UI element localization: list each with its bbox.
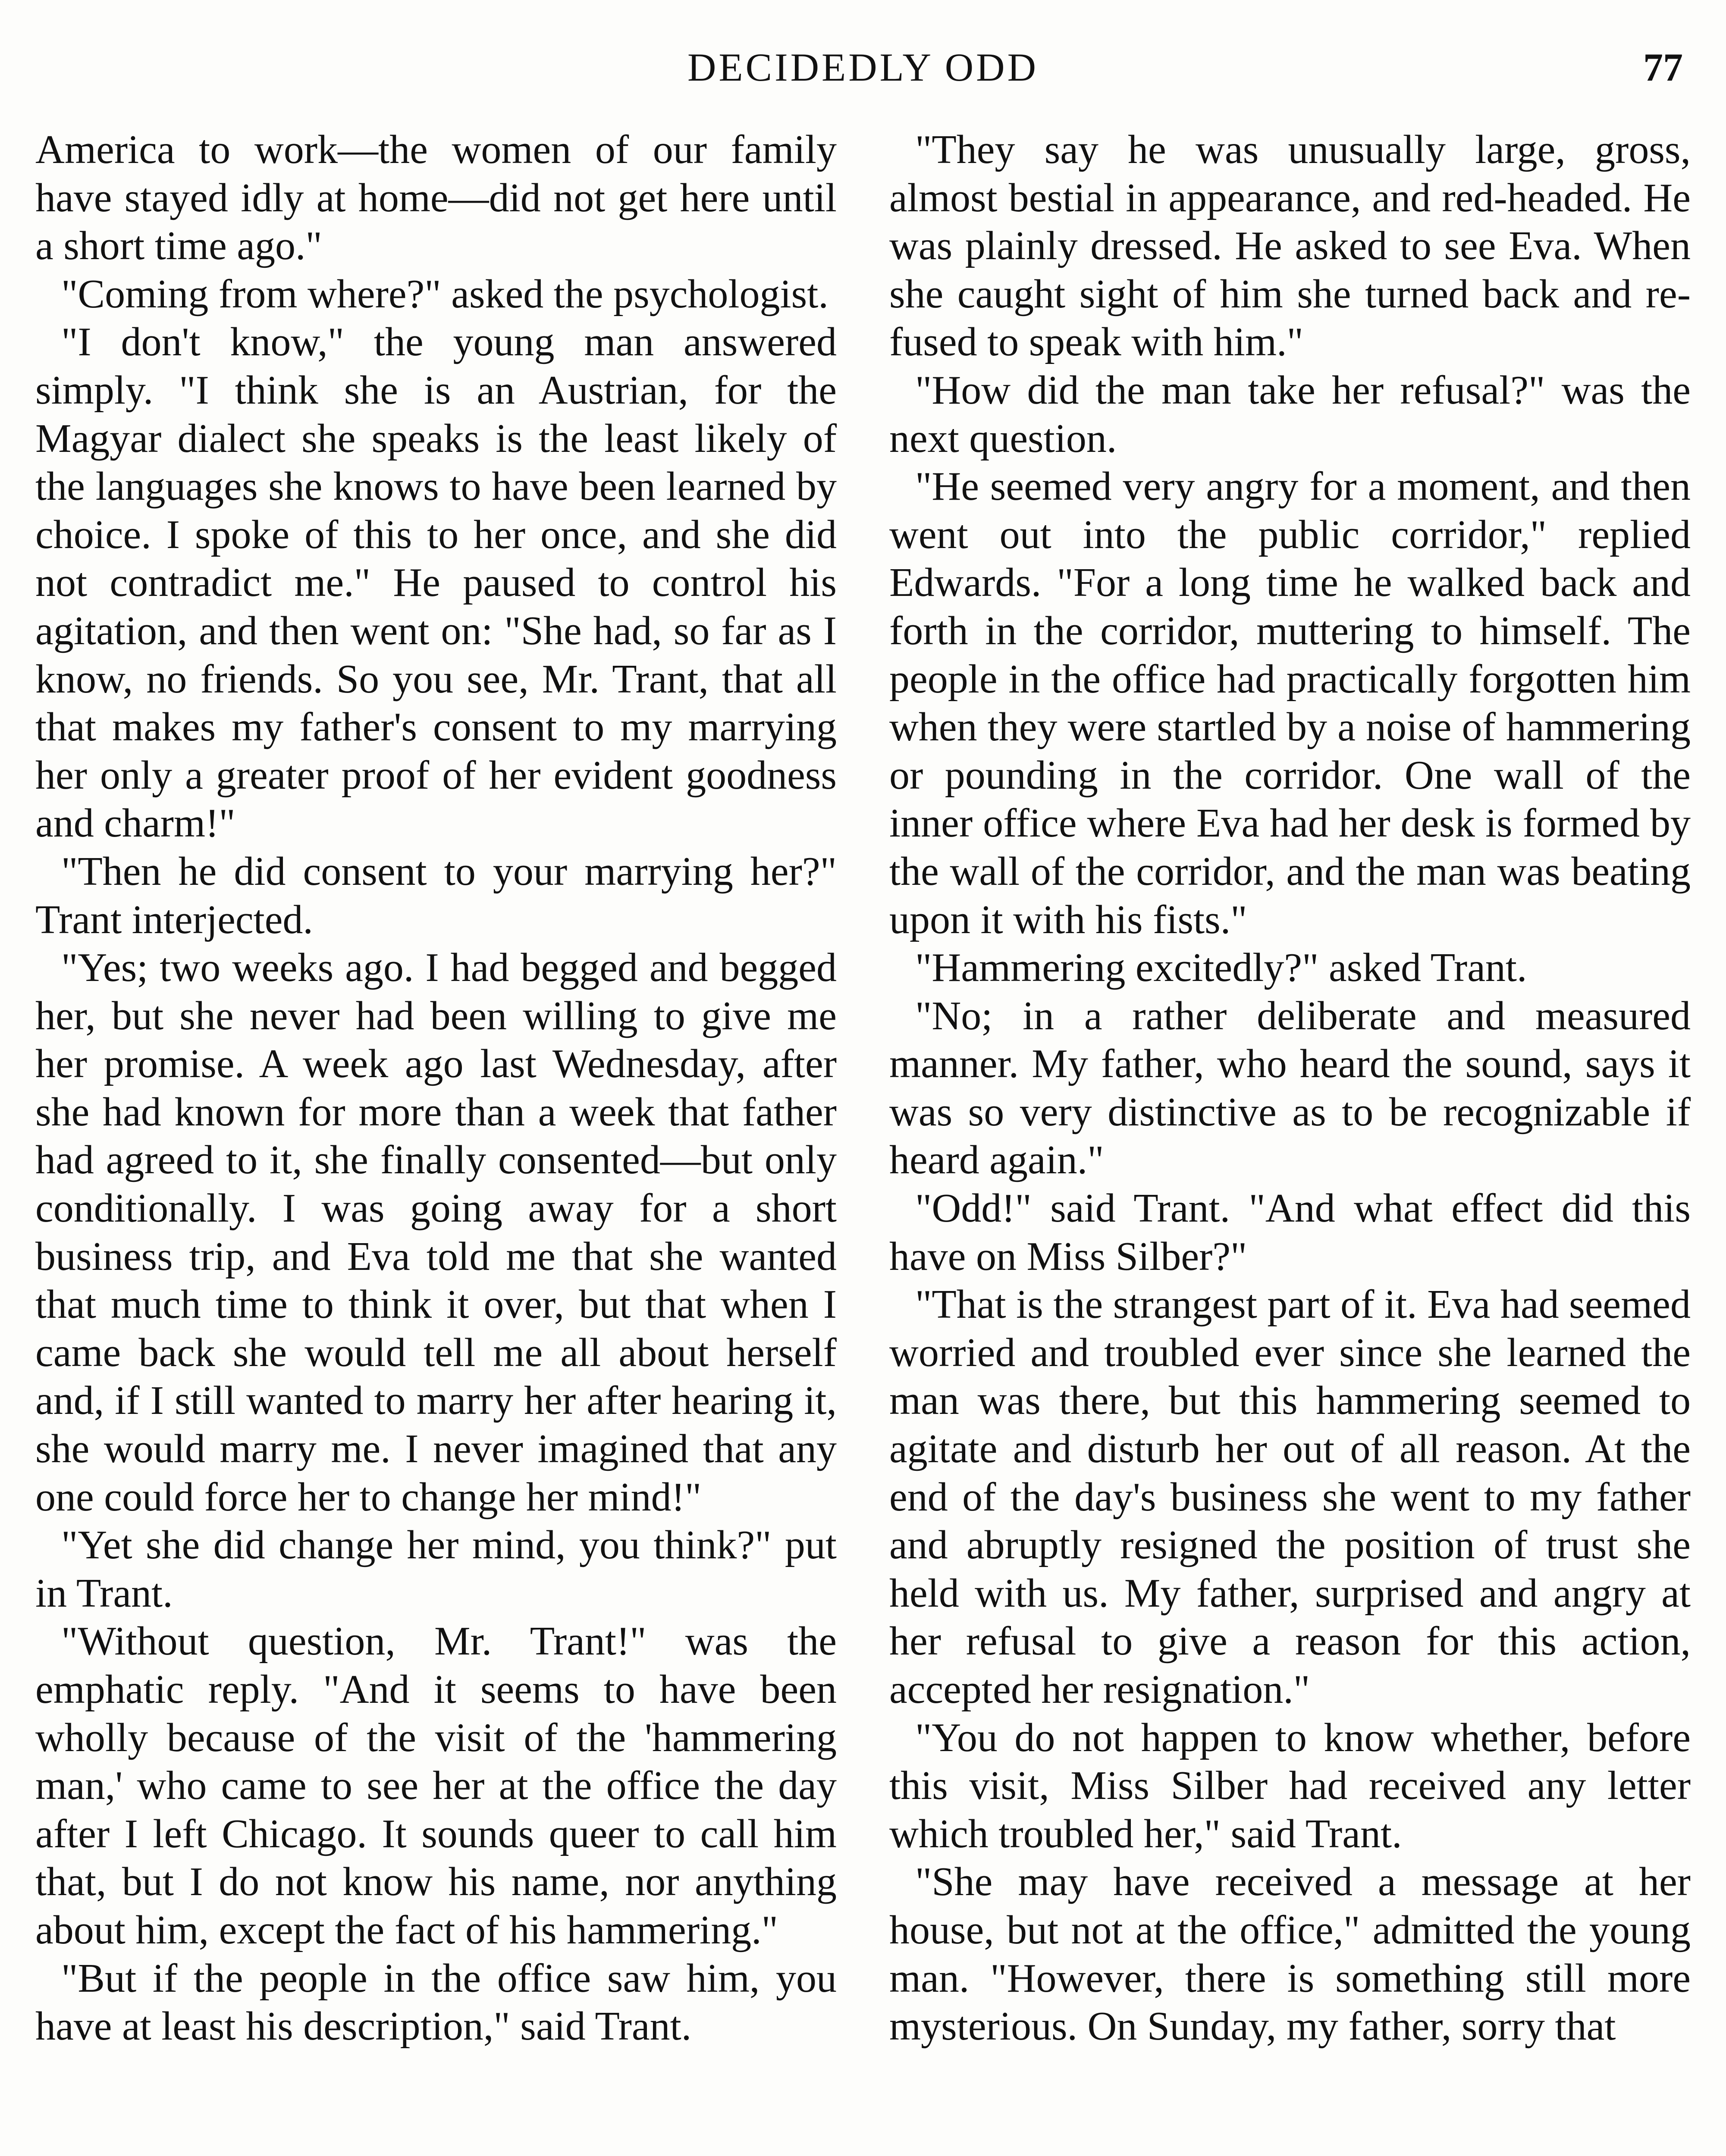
paragraph: "Hammering excitedly?" asked Trant. — [915, 945, 1527, 990]
paragraph: "You do not happen to know whether, before this visit, Miss Silber had received any letter which troubled her," said Trant. — [889, 1715, 1691, 1856]
paragraph: "How did the man take her refusal?" was the next question. — [889, 367, 1691, 461]
paragraph: "Yet she did change her mind, you think?" put in Trant. — [35, 1523, 837, 1616]
paragraph: "But if the people in the office saw him, you have at least his description," said Trant. — [35, 1955, 837, 2049]
paragraph: "No; in a rather deliberate and measured manner. My father, who heard the sound, says it was so very distinctive as to be recognizable if heard again." — [889, 993, 1691, 1183]
page-header — [35, 41, 1691, 93]
right-column — [889, 126, 1691, 2051]
left-column — [35, 126, 837, 2051]
running-title: DECIDEDLY ODD — [687, 45, 1039, 89]
paragraph: "That is the strangest part of it. Eva had seemed worried and troubled ever since she learned the man was there, but this hammering seemed to agitate and disturb her out of all reason. At the end of the day's business she went to my father and abruptly resigned the position of trust she held with us. My father, surprised and angry at her refusal to give a reason for this action, accepted her resignation." — [889, 1282, 1691, 1712]
paragraph: "Yes; two weeks ago. I had begged and begged her, but she never had been willing to give me her promise. A week ago last Wednesday, after she had known for more than a week that father had agreed to it, she finally consented—but only conditionally. I was going away for a short business trip, and Eva told me that she wanted that much time to think it over, but that when I came back she would tell me all about herself and, if I still wanted to marry her after hearing it, she would marry me. I never imagined that any one could force her to change her mind!" — [35, 945, 837, 1520]
paragraph: America to work—the women of our family have stayed idly at home—did not get here until a short time ago." — [35, 127, 837, 269]
paragraph: "Then he did consent to your marrying her?" Trant interjected. — [35, 849, 837, 942]
paragraph: "I don't know," the young man answered simply. "I think she is an Austrian, for the Magyar dialect she speaks is the least likely of the languages she knows to have been learned by choice. I spoke of this to her once, and she did not contradict me." He paused to control his agitation, and then went on: "She had, so far as I know, no friends. So you see, Mr. Trant, that all that makes my father's consent to my marrying her only a greater proof of her evident goodness and charm!" — [35, 320, 837, 846]
paragraph: "Odd!" said Trant. "And what effect did this have on Miss Silber?" — [889, 1186, 1691, 1279]
page-number: 77 — [1643, 45, 1683, 89]
paragraph: "He seemed very angry for a moment, and then went out into the public corridor," replied Edwards. "For a long time he walked back and forth in the corridor, muttering to himself. The people in the office had practically forgotten him when they were startled by a noise of hammering or pounding in the corridor. One wall of the inner office where Eva had her desk is formed by the wall of the corridor, and the man was beating upon it with his fists." — [889, 464, 1691, 942]
paragraph: "They say he was unusually large, gross, almost bestial in appearance, and red-headed. He was plainly dressed. He asked to see Eva. When she caught sight of him she turned back and refused to speak with him." — [889, 127, 1691, 365]
paragraph: "She may have received a message at her house, but not at the office," admitted the young man. "However, there is something still more mysterious. On Sunday, my father, sorry that — [889, 1859, 1691, 2049]
paragraph: "Coming from where?" asked the psychologist. — [61, 271, 828, 317]
paragraph: "Without question, Mr. Trant!" was the emphatic reply. "And it seems to have been wholly because of the visit of the 'hammering man,' who came to see her at the office the day after I left Chicago. It sounds queer to call him that, but I do not know his name, nor anything about him, except the fact of his hammering." — [35, 1619, 837, 1952]
